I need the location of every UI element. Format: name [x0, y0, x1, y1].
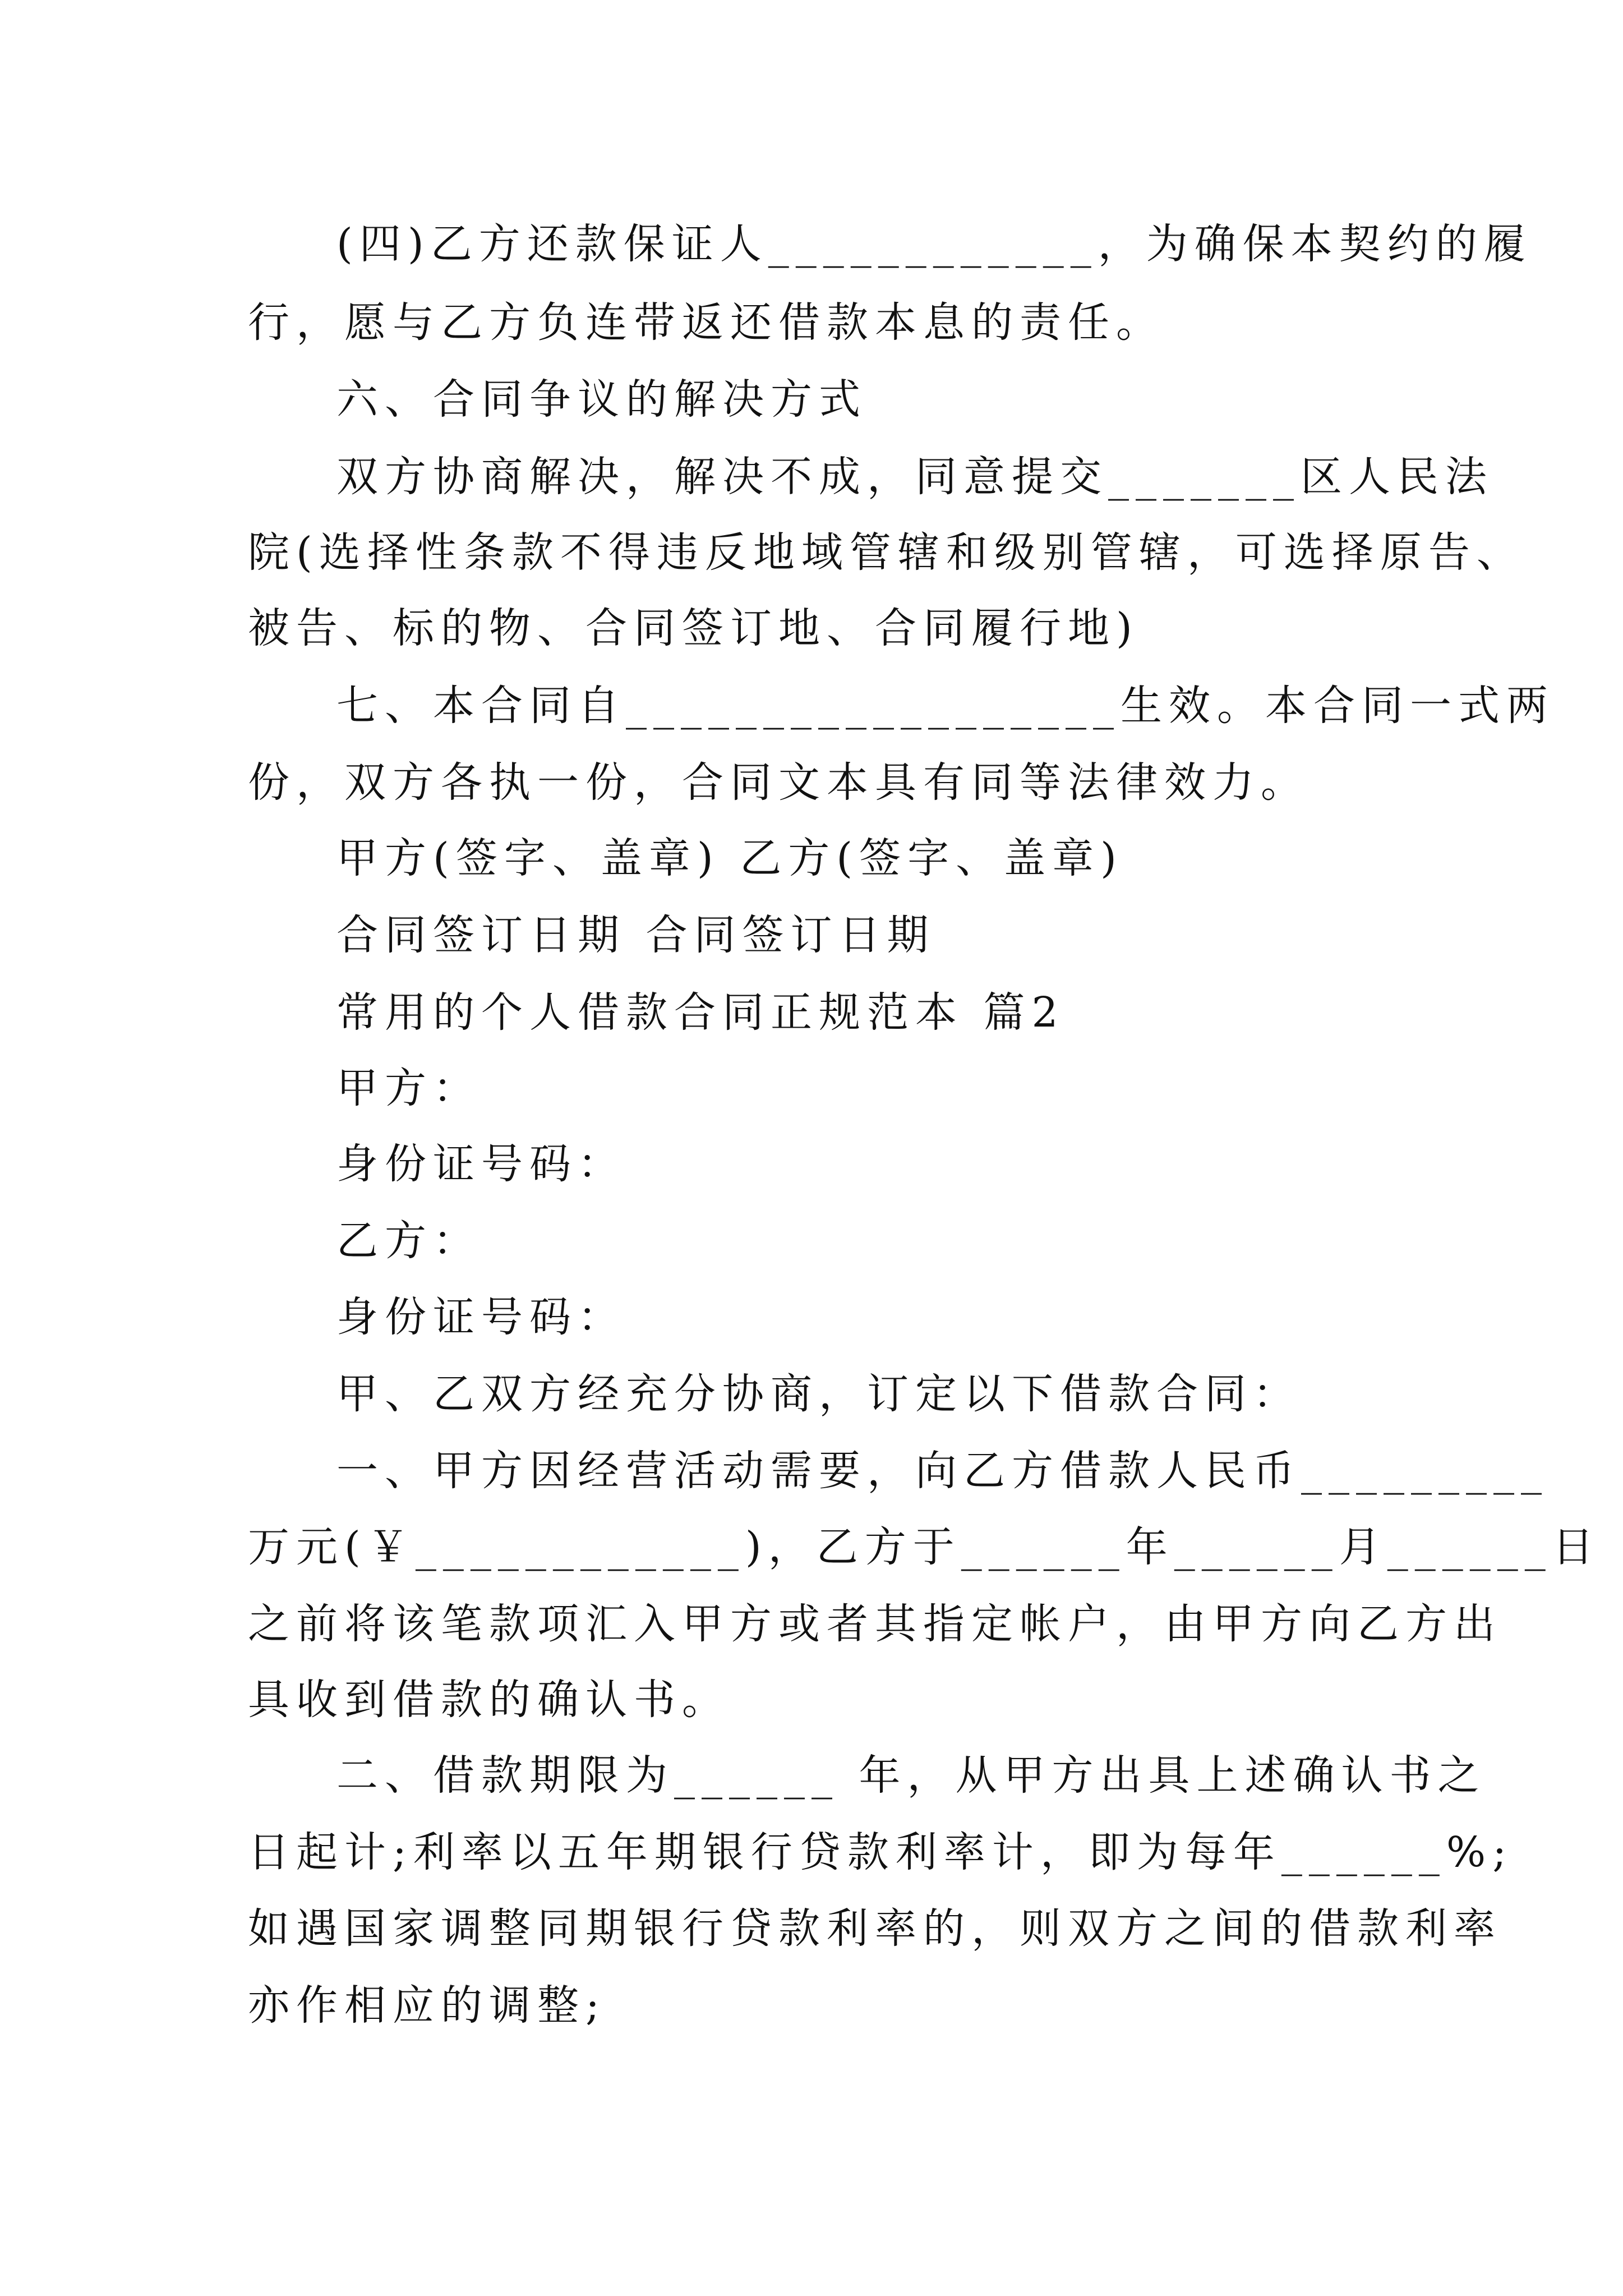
section-heading: 六、合同争议的解决方式 — [336, 375, 867, 424]
text-line: 之前将该笔款项汇入甲方或者其指定帐户，由甲方向乙方出 — [248, 1600, 1502, 1648]
text-line: 日起计;利率以五年期银行贷款利率计，即为每年______%; — [248, 1828, 1514, 1876]
text-line: 二、借款期限为______ 年，从甲方出具上述确认书之 — [336, 1751, 1486, 1800]
id-number-field: 身份证号码： — [336, 1293, 626, 1341]
article-title: 常用的个人借款合同正规范本 篇2 — [336, 988, 1065, 1037]
text-line: 一、甲方因经营活动需要，向乙方借款人民币_________ — [336, 1447, 1548, 1495]
text-line: 双方协商解决，解决不成，同意提交_______区人民法 — [336, 453, 1493, 501]
signature-line: 甲方(签字、盖章) 乙方(签字、盖章) — [336, 834, 1124, 882]
text-line: 院(选择性条款不得违反地域管辖和级别管辖，可选择原告、 — [248, 528, 1525, 577]
text-line: 如遇国家调整同期银行贷款利率的，则双方之间的借款利率 — [248, 1904, 1502, 1953]
text-line: 份，双方各执一份，合同文本具有同等法律效力。 — [248, 758, 1309, 807]
date-line: 合同签订日期 合同签订日期 — [336, 911, 935, 959]
party-a-field: 甲方： — [336, 1064, 481, 1112]
text-line: 具收到借款的确认书。 — [248, 1676, 730, 1724]
text-line: 亦作相应的调整; — [248, 1981, 606, 2030]
section-heading: 七、本合同自__________________生效。本合同一式两 — [336, 682, 1555, 730]
text-line: 甲、乙双方经充分协商，订定以下借款合同： — [336, 1370, 1301, 1418]
id-number-field: 身份证号码： — [336, 1140, 626, 1188]
text-line: 被告、标的物、合同签订地、合同履行地) — [248, 604, 1139, 652]
text-line: (四)乙方还款保证人____________，为确保本契约的履 — [336, 220, 1532, 268]
text-line: 万元(￥____________)，乙方于______年______月______日 — [248, 1523, 1601, 1571]
text-line: 行，愿与乙方负连带返还借款本息的责任。 — [248, 298, 1164, 347]
party-b-field: 乙方： — [336, 1217, 481, 1265]
